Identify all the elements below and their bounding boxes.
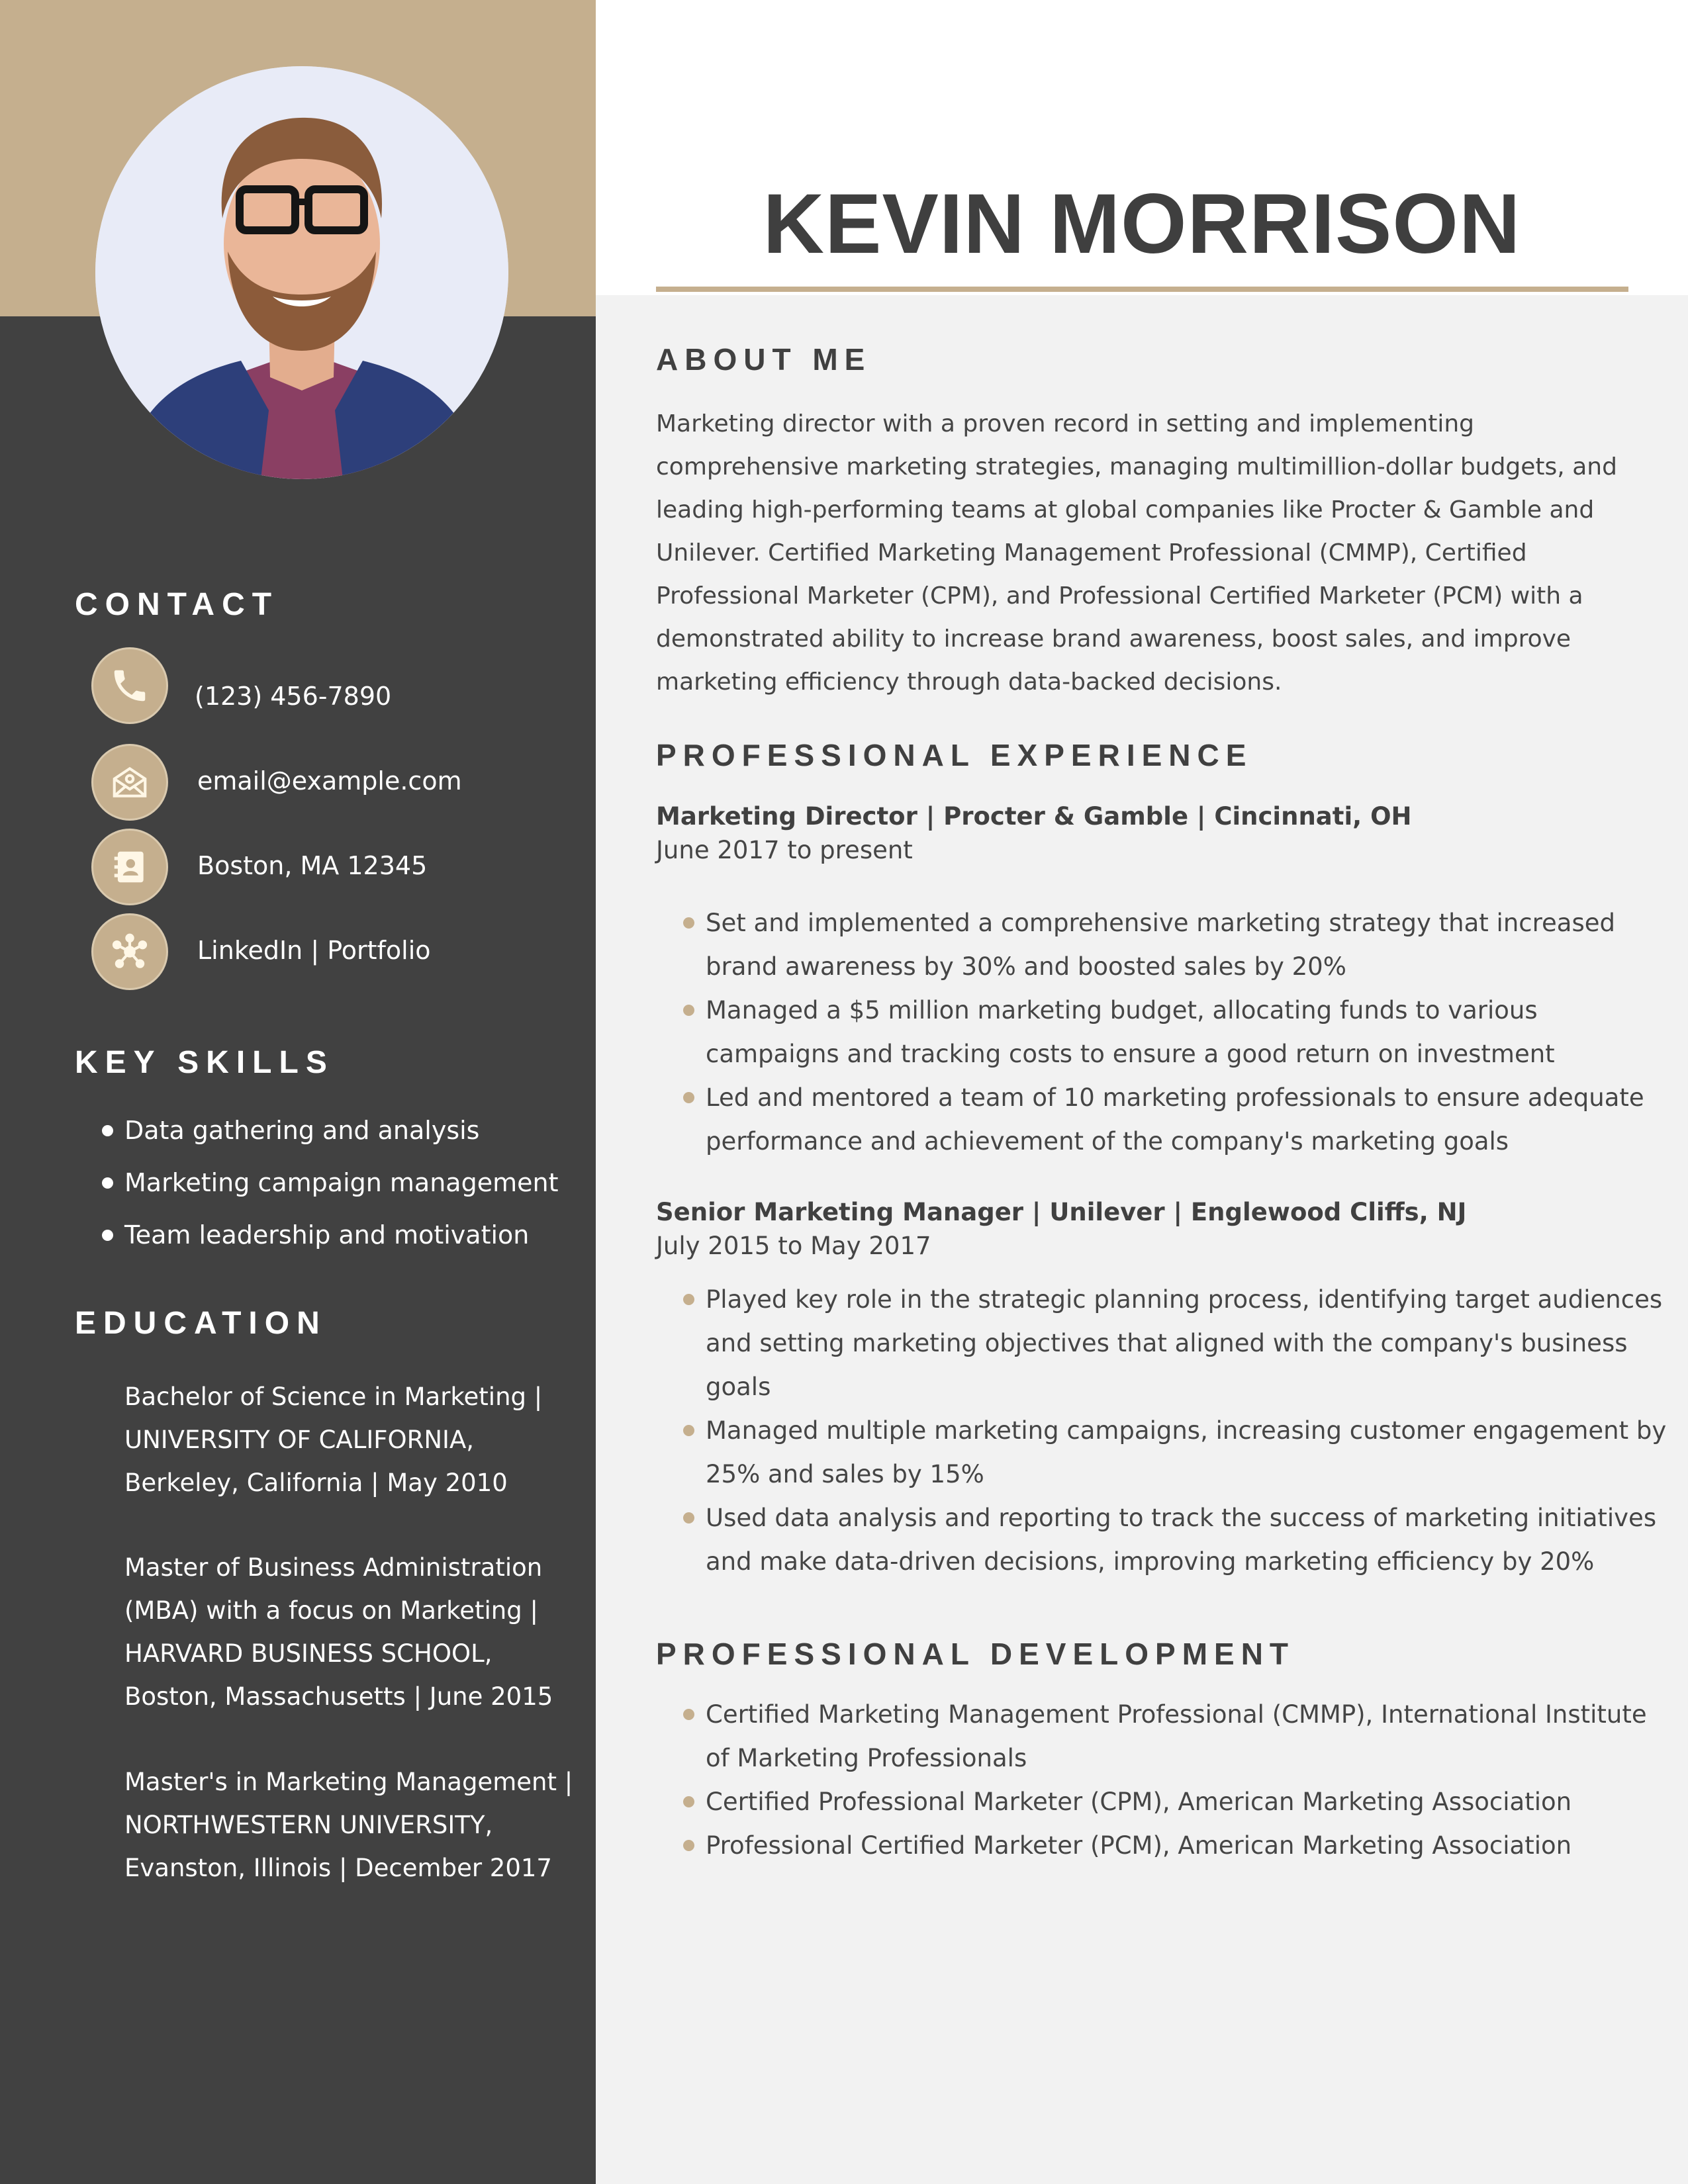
job-date: June 2017 to present: [656, 836, 913, 864]
list-item: Professional Certified Marketer (PCM), American Marketing Association: [680, 1824, 1647, 1868]
development-list: [680, 1693, 1647, 1868]
experience-heading: PROFESSIONAL EXPERIENCE: [656, 738, 1253, 772]
contact-email: [91, 744, 581, 826]
contact-address: [91, 829, 581, 911]
list-item: Marketing campaign management: [99, 1165, 558, 1218]
address-book-icon: [91, 829, 168, 905]
list-item: Set and implemented a comprehensive marketing strategy that increased brand awareness by 30% and boosted sales by 20%: [680, 901, 1644, 989]
skills-list: [99, 1113, 558, 1270]
network-icon: [91, 913, 168, 990]
name-divider: [656, 287, 1628, 292]
address-text: Boston, MA 12345: [197, 851, 428, 880]
contact-links: [91, 913, 581, 995]
job-bullets: [680, 901, 1644, 1163]
email-text[interactable]: email@example.com: [197, 766, 462, 796]
contact-heading: CONTACT: [75, 587, 279, 622]
envelope-icon: [91, 744, 168, 821]
list-item: Certified Professional Marketer (CPM), American Marketing Association: [680, 1780, 1647, 1824]
education-entry: Master's in Marketing Management | NORTHWESTERN UNIVERSITY, Evanston, Illinois | December 2017: [124, 1768, 573, 1882]
job-title: Senior Marketing Manager | Unilever | Englewood Cliffs, NJ: [656, 1198, 1467, 1226]
job-title: Marketing Director | Procter & Gamble | Cincinnati, OH: [656, 802, 1412, 831]
education-entry: Bachelor of Science in Marketing | UNIVERSITY OF CALIFORNIA, Berkeley, California | May 2010: [124, 1383, 543, 1497]
education-entry: Master of Business Administration (MBA) with a focus on Marketing | HARVARD BUSINESS SCHOOL, Boston, Massachusetts | June 2015: [124, 1553, 553, 1711]
list-item: Managed a $5 million marketing budget, allocating funds to various campaigns and tracking costs to ensure a good return on investment: [680, 989, 1644, 1076]
skills-heading: KEY SKILLS: [75, 1045, 334, 1080]
job-date: July 2015 to May 2017: [656, 1232, 931, 1260]
list-item: Managed multiple marketing campaigns, increasing customer engagement by 25% and sales by 15%: [680, 1409, 1666, 1496]
about-heading: ABOUT ME: [656, 342, 872, 377]
list-item: Data gathering and analysis: [99, 1113, 558, 1165]
list-item: Team leadership and motivation: [99, 1218, 558, 1270]
profile-photo: [95, 66, 508, 479]
list-item: Used data analysis and reporting to track the success of marketing initiatives and make data-driven decisions, improving marketing efficiency by 20%: [680, 1496, 1666, 1584]
development-heading: PROFESSIONAL DEVELOPMENT: [656, 1637, 1295, 1671]
contact-phone: [91, 647, 581, 729]
candidate-name: KEVIN MORRISON: [763, 177, 1521, 271]
phone-icon: [91, 647, 168, 724]
list-item: Certified Marketing Management Professional (CMMP), International Institute of Marketing Professionals: [680, 1693, 1647, 1780]
links-text[interactable]: LinkedIn | Portfolio: [197, 936, 431, 965]
about-text: Marketing director with a proven record in setting and implementing comprehensive marketing strategies, managing multimillion-dollar budgets, and leading high-performing teams at global companies like Procter & Gamble and Unilever. Certified Marketing Management Professional (CMMP), Certified Professional Marketer (CPM), and Professional Certified Marketer (PCM) with a demonstrated ability to increase brand awareness, boost sales, and improve marketing efficiency through data-backed decisions.: [656, 410, 1617, 696]
education-heading: EDUCATION: [75, 1306, 327, 1341]
phone-text[interactable]: (123) 456-7890: [195, 682, 392, 711]
list-item: Led and mentored a team of 10 marketing professionals to ensure adequate performance and achievement of the company's marketing goals: [680, 1076, 1644, 1163]
sidebar: [0, 0, 596, 2184]
list-item: Played key role in the strategic planning process, identifying target audiences and setting marketing objectives that aligned with the company's business goals: [680, 1278, 1666, 1409]
job-bullets: [680, 1278, 1666, 1584]
